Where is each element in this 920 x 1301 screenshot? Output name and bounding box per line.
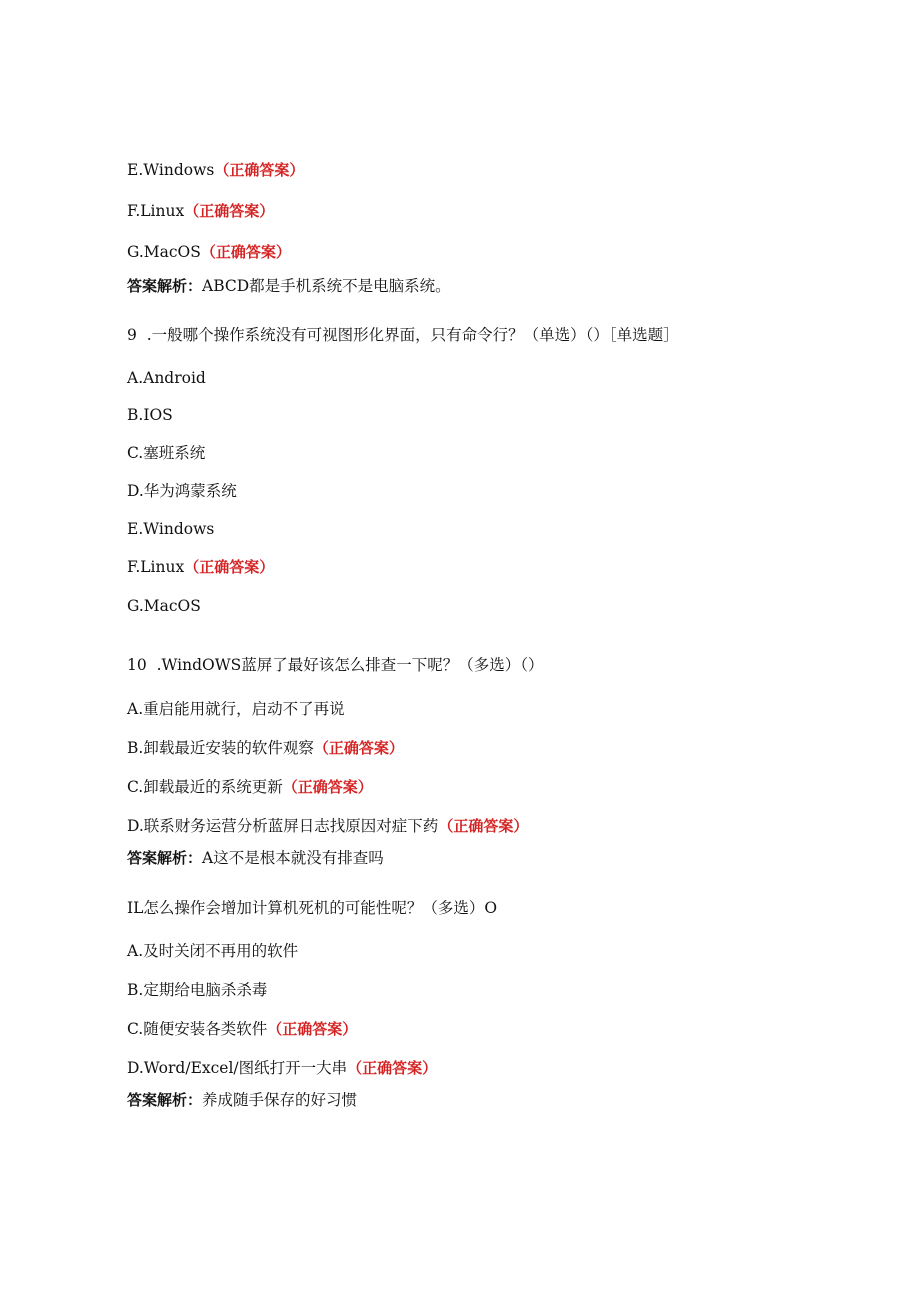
q10-option-c [127,777,373,797]
correct-answer-tag: （正确答案） [200,243,291,261]
option-text: F.Linux [127,202,185,220]
answer-analysis [127,276,451,296]
option-g [127,242,291,262]
option-f [127,201,274,221]
q9-option-d: D.华为鸿蒙系统 [127,482,237,500]
option-text: F.Linux [127,558,185,576]
correct-answer-tag: （正确答案） [184,202,275,220]
correct-answer-tag: （正确答案） [438,817,529,835]
correct-answer-tag: （正确答案） [313,739,404,757]
q10-option-a: A.重启能用就行，启动不了再说 [127,700,345,718]
q9-option-f [127,557,274,577]
analysis-label: 答案解析： [127,1091,203,1109]
option-text: C.卸载最近的系统更新 [127,778,283,796]
answer-analysis [127,848,384,868]
analysis-label: 答案解析： [127,277,203,295]
analysis-label: 答案解析： [127,849,203,867]
option-e [127,160,304,180]
correct-answer-tag: （正确答案） [184,558,275,576]
option-text: D.Word∕Excel∕图纸打开一大串 [127,1059,348,1077]
option-text: C.随便安装各类软件 [127,1020,268,1038]
option-text: D.联系财务运营分析蓝屏日志找原因对症下药 [127,817,439,835]
option-text: G.MacOS [127,243,201,261]
question-11-title: IL怎么操作会增加计算机死机的可能性呢？（多选）O [127,899,498,917]
answer-analysis [127,1090,357,1110]
q11-option-a: A.及时关闭不再用的软件 [127,942,299,960]
question-10-title: 10 .WindOWS蓝屏了最好该怎么排查一下呢？（多选）（） [127,656,544,674]
q9-option-a: A.Android [127,369,206,387]
q9-option-e: E.Windows [127,520,215,538]
q9-option-g: G.MacOS [127,597,201,615]
analysis-text: A这不是根本就没有排查吗 [202,849,384,867]
correct-answer-tag: （正确答案） [347,1059,438,1077]
correct-answer-tag: （正确答案） [267,1020,358,1038]
analysis-text: 养成随手保存的好习惯 [202,1091,358,1109]
q11-option-c [127,1019,357,1039]
question-9-title: 9 .一般哪个操作系统没有可视图形化界面，只有命令行？（单选）（）［单选题］ [127,326,679,344]
q11-option-d [127,1058,437,1078]
q9-option-c: C.塞班系统 [127,444,206,462]
correct-answer-tag: （正确答案） [282,778,373,796]
q11-option-b: B.定期给电脑杀杀毒 [127,981,268,999]
q10-option-b [127,738,404,758]
q9-option-b: B.IOS [127,406,173,424]
q10-option-d [127,816,528,836]
option-text: E.Windows [127,161,215,179]
analysis-text: ABCD都是手机系统不是电脑系统。 [202,277,451,295]
option-text: B.卸载最近安装的软件观察 [127,739,314,757]
correct-answer-tag: （正确答案） [214,161,305,179]
